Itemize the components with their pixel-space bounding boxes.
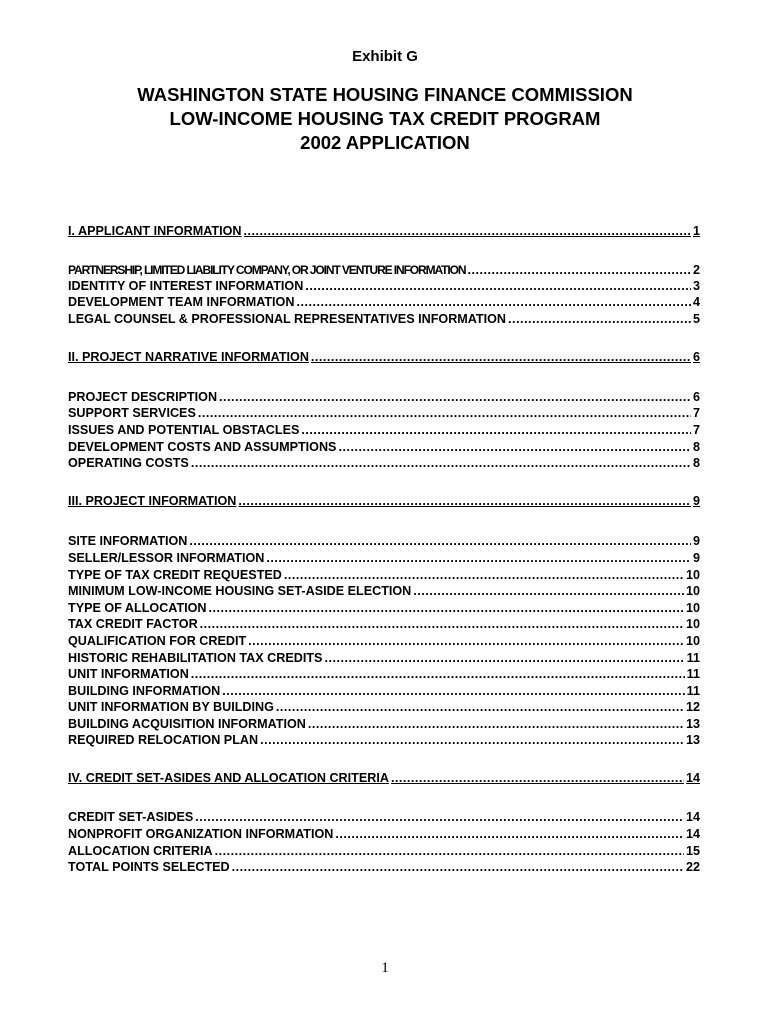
toc-leader	[191, 666, 685, 682]
toc-page: 11	[686, 667, 700, 681]
toc-label: UNIT INFORMATION	[68, 667, 189, 681]
toc-label: ALLOCATION CRITERIA	[68, 844, 213, 858]
toc-page: 3	[692, 279, 700, 293]
title-line-1: WASHINGTON STATE HOUSING FINANCE COMMISSION	[137, 84, 633, 105]
toc-page: 5	[692, 312, 700, 326]
toc-leader	[335, 826, 684, 842]
toc-label: DEVELOPMENT COSTS AND ASSUMPTIONS	[68, 440, 337, 454]
toc-leader	[391, 770, 684, 786]
toc-leader	[305, 278, 691, 294]
toc-page: 7	[692, 406, 700, 420]
toc-label: IV. CREDIT SET-ASIDES AND ALLOCATION CRITERIA	[68, 771, 389, 785]
toc-page: 9	[692, 494, 700, 508]
toc-label: HISTORIC REHABILITATION TAX CREDITS	[68, 651, 323, 665]
toc-label: REQUIRED RELOCATION PLAN	[68, 733, 259, 747]
toc-page: 10	[685, 617, 700, 631]
toc-label: LEGAL COUNSEL & PROFESSIONAL REPRESENTATIVES INFORMATION	[68, 312, 507, 326]
toc-leader	[266, 550, 691, 566]
page-number: 1	[381, 960, 389, 976]
toc-label: IDENTITY OF INTEREST INFORMATION	[68, 279, 304, 293]
toc-leader	[198, 405, 691, 421]
toc-leader	[222, 683, 684, 699]
toc-label: II. PROJECT NARRATIVE INFORMATION	[68, 350, 309, 364]
toc-entry-operating-costs	[68, 455, 700, 471]
toc-entry-development-costs	[68, 439, 700, 455]
title-line-3: 2002 APPLICATION	[300, 132, 470, 153]
toc-entry-required-relocation-plan	[68, 732, 700, 748]
toc-page: 9	[692, 534, 700, 548]
toc-page: 10	[685, 634, 700, 648]
toc-page: 14	[685, 810, 700, 824]
toc-page: 4	[692, 295, 700, 309]
toc-label: TYPE OF TAX CREDIT REQUESTED	[68, 568, 282, 582]
toc-page: 9	[692, 551, 700, 565]
toc-leader	[200, 616, 684, 632]
toc-page: 13	[685, 733, 700, 747]
toc-entry-allocation-criteria	[68, 843, 700, 859]
toc-page: 11	[686, 651, 700, 665]
toc-leader	[244, 223, 691, 239]
toc-label: BUILDING ACQUISITION INFORMATION	[68, 717, 306, 731]
toc-label: TOTAL POINTS SELECTED	[68, 860, 230, 874]
toc-page: 11	[686, 684, 700, 698]
toc-section-credit-set-asides	[68, 770, 700, 786]
toc-entry-building-acquisition	[68, 716, 700, 732]
toc-entry-issues-obstacles	[68, 422, 700, 438]
toc-label: TYPE OF ALLOCATION	[68, 601, 207, 615]
toc-label: III. PROJECT INFORMATION	[68, 494, 237, 508]
toc-entry-support-services	[68, 405, 700, 421]
toc-leader	[219, 389, 691, 405]
toc-page: 10	[685, 584, 700, 598]
toc-leader	[276, 699, 684, 715]
toc-entry-unit-information-by-building	[68, 699, 700, 715]
toc-entry-project-description	[68, 389, 700, 405]
toc-label: OPERATING COSTS	[68, 456, 189, 470]
toc-leader	[311, 349, 691, 365]
toc-label: BUILDING INFORMATION	[68, 684, 221, 698]
toc-entry-type-of-tax-credit	[68, 567, 700, 583]
toc-section-project-narrative	[68, 349, 700, 365]
toc-page: 7	[692, 423, 700, 437]
toc-leader	[191, 455, 691, 471]
toc-entry-building-information	[68, 683, 700, 699]
toc-label: SITE INFORMATION	[68, 534, 188, 548]
toc-entry-legal-counsel	[68, 311, 700, 327]
toc-entry-minimum-set-aside	[68, 583, 700, 599]
toc-label: DEVELOPMENT TEAM INFORMATION	[68, 295, 295, 309]
toc-entry-nonprofit-organization	[68, 826, 700, 842]
toc-leader	[508, 311, 691, 327]
toc-page: 13	[685, 717, 700, 731]
toc-page: 14	[685, 771, 700, 785]
toc-entry-identity-of-interest	[68, 278, 700, 294]
toc-page: 6	[692, 390, 700, 404]
toc-leader	[324, 650, 684, 666]
toc-page: 22	[685, 860, 700, 874]
toc-entry-development-team	[68, 294, 700, 310]
toc-page: 10	[685, 601, 700, 615]
toc-label: I. APPLICANT INFORMATION	[68, 224, 242, 238]
toc-entry-type-of-allocation	[68, 600, 700, 616]
toc-leader	[296, 294, 691, 310]
toc-label: SELLER/LESSOR INFORMATION	[68, 551, 265, 565]
toc-label: PROJECT DESCRIPTION	[68, 390, 218, 404]
toc-label: TAX CREDIT FACTOR	[68, 617, 198, 631]
document-title	[0, 83, 770, 155]
toc-page: 8	[692, 456, 700, 470]
toc-label: SUPPORT SERVICES	[68, 406, 196, 420]
toc-page: 12	[685, 700, 700, 714]
toc-leader	[209, 600, 684, 616]
toc-leader	[215, 843, 684, 859]
toc-label: CREDIT SET-ASIDES	[68, 810, 194, 824]
toc-label: MINIMUM LOW-INCOME HOUSING SET-ASIDE ELECTION	[68, 584, 412, 598]
toc-section-project-information	[68, 493, 700, 509]
exhibit-label: Exhibit G	[352, 48, 418, 65]
toc-leader	[301, 422, 691, 438]
toc-leader	[284, 567, 684, 583]
toc-page: 1	[692, 224, 700, 238]
toc-leader	[260, 732, 684, 748]
toc-entry-qualification-for-credit	[68, 633, 700, 649]
toc-leader	[195, 809, 684, 825]
toc-leader	[189, 533, 691, 549]
toc-leader	[338, 439, 691, 455]
toc-section-applicant-information	[68, 223, 700, 239]
toc-leader	[413, 583, 684, 599]
toc-leader	[308, 716, 684, 732]
toc-page: 15	[685, 844, 700, 858]
toc-label: QUALIFICATION FOR CREDIT	[68, 634, 247, 648]
toc-label: UNIT INFORMATION BY BUILDING	[68, 700, 274, 714]
toc-page: 6	[692, 350, 700, 364]
toc-entry-total-points-selected	[68, 859, 700, 875]
toc-label: ISSUES AND POTENTIAL OBSTACLES	[68, 423, 300, 437]
toc-entry-site-information	[68, 533, 700, 549]
toc-entry-tax-credit-factor	[68, 616, 700, 632]
toc-entry-partnership	[68, 262, 700, 278]
toc-entry-credit-set-asides	[68, 809, 700, 825]
toc-leader	[238, 493, 691, 509]
toc-page: 14	[685, 827, 700, 841]
toc-label: PARTNERSHIP, LIMITED LIABILITY COMPANY, OR JOINT VENTURE INFORMATION	[68, 263, 466, 277]
toc-page: 2	[692, 263, 700, 277]
toc-entry-historic-rehabilitation	[68, 650, 700, 666]
toc-page: 8	[692, 440, 700, 454]
toc-entry-unit-information	[68, 666, 700, 682]
toc-leader	[467, 262, 691, 278]
toc-leader	[248, 633, 684, 649]
toc-page: 10	[685, 568, 700, 582]
toc-label: NONPROFIT ORGANIZATION INFORMATION	[68, 827, 334, 841]
toc-leader	[232, 859, 684, 875]
toc-entry-seller-lessor	[68, 550, 700, 566]
title-line-2: LOW-INCOME HOUSING TAX CREDIT PROGRAM	[169, 108, 601, 129]
